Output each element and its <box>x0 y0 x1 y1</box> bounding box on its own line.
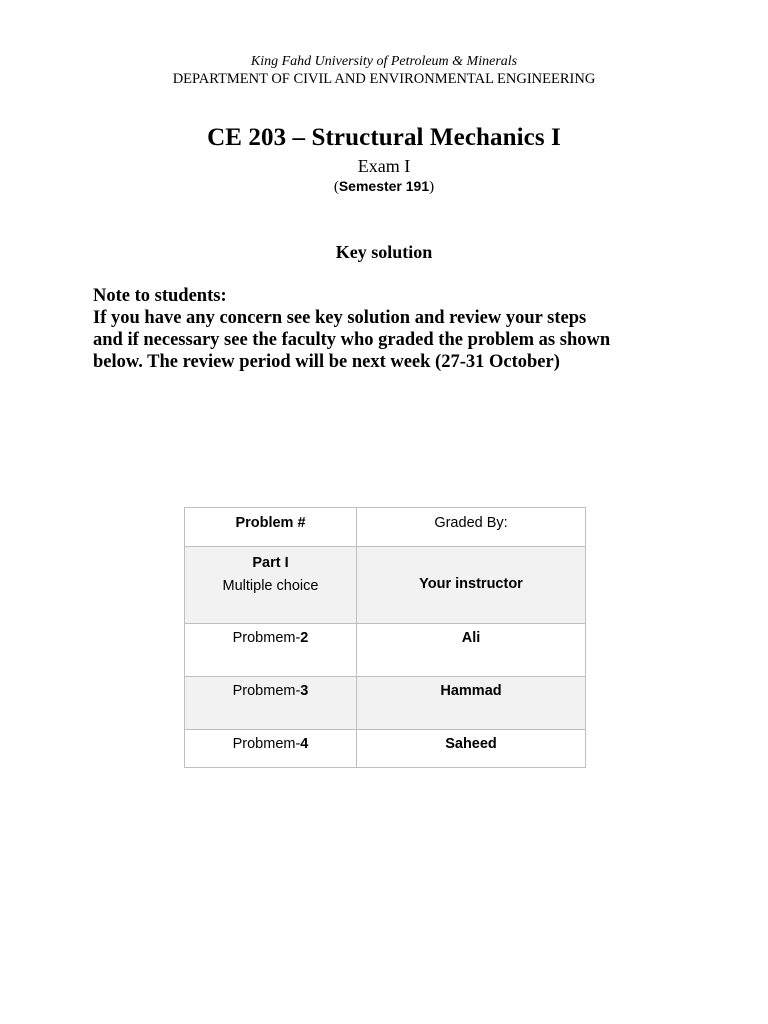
problem-cell: Probmem-3 <box>185 677 357 730</box>
grading-table <box>184 507 586 768</box>
semester-paren-close: ) <box>429 179 435 195</box>
problem-part-label: Part I <box>252 555 289 571</box>
table-row <box>185 547 586 624</box>
problem-cell: Probmem-4 <box>185 730 357 768</box>
grader-cell: Your instructor <box>357 547 586 624</box>
key-solution-heading: Key solution <box>335 242 433 262</box>
problem-part-desc: Multiple choice <box>222 578 319 594</box>
semester-label <box>0 178 768 196</box>
header-graded-by: Graded By: <box>357 508 586 547</box>
semester-text: Semester 191 <box>338 178 430 194</box>
grader-cell: Ali <box>357 624 586 677</box>
note-line: and if necessary see the faculty who graded the problem as shown <box>93 330 611 350</box>
note-line: If you have any concern see key solution and review your steps <box>93 308 587 328</box>
note-heading: Note to students: <box>93 286 227 306</box>
header-problem: Problem # <box>185 508 357 547</box>
table-header-row <box>185 508 586 547</box>
table-row <box>185 677 586 730</box>
note-to-students <box>93 285 693 373</box>
university-name: King Fahd University of Petroleum & Minerals <box>250 54 518 69</box>
exam-title: Exam I <box>357 156 411 176</box>
department-name: DEPARTMENT OF CIVIL AND ENVIRONMENTAL ENGINEERING <box>172 71 596 87</box>
table-row <box>185 730 586 768</box>
problem-cell: Probmem-2 <box>185 624 357 677</box>
grader-cell: Saheed <box>357 730 586 768</box>
note-line: below. The review period will be next week (27-31 October) <box>93 352 560 372</box>
table-row <box>185 624 586 677</box>
semester-paren-open: ( <box>333 179 339 195</box>
course-title: CE 203 – Structural Mechanics I <box>207 124 561 151</box>
problem-cell <box>185 547 357 624</box>
grader-cell: Hammad <box>357 677 586 730</box>
